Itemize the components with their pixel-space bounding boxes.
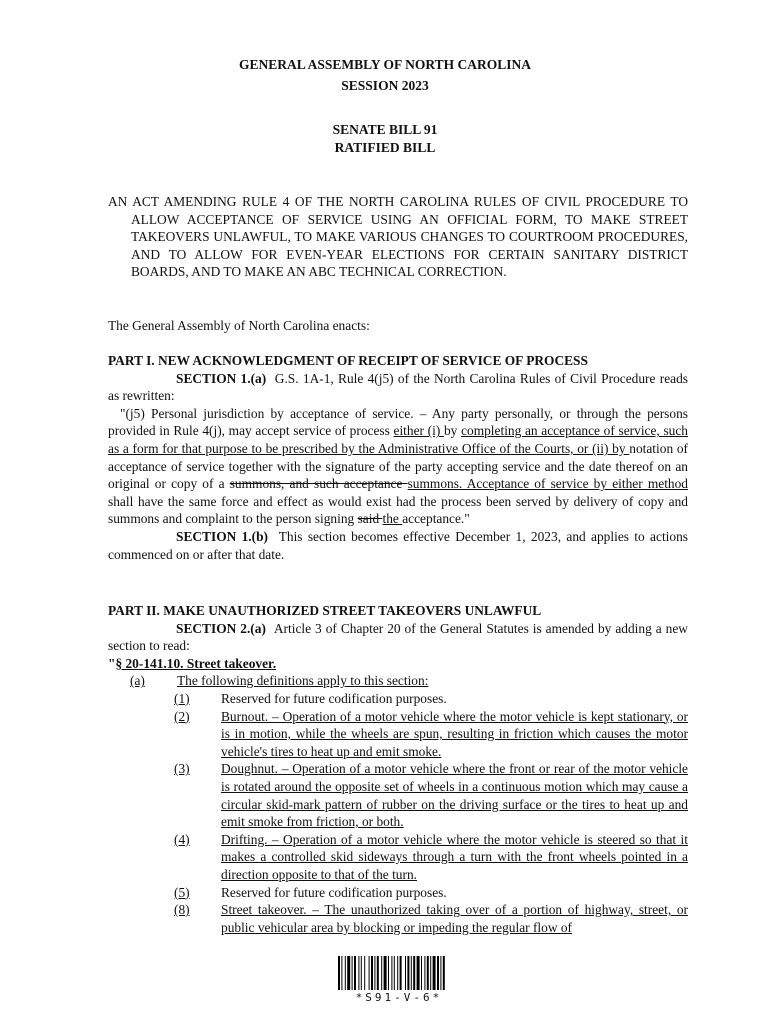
barcode-bar	[421, 956, 422, 990]
part-1-heading: PART I. NEW ACKNOWLEDGMENT OF RECEIPT OF SERVICE OF PROCESS	[108, 353, 588, 368]
barcode-bar	[381, 956, 382, 990]
barcode-bar	[443, 956, 445, 990]
inserted-text: summons. Acceptance of service by either method	[407, 476, 689, 492]
section-2a-text: Article 3 of Chapter 20 of the General Statutes is amended by adding a new section to read:	[108, 620, 688, 654]
definition-text: Street takeover. – The unauthorized taking over of a portion of highway, street, or public vehicular area by blocking or impeding the regular flow of	[221, 902, 688, 935]
section-2a-label: SECTION 2.(a)	[176, 620, 266, 636]
barcode-bar	[430, 956, 431, 990]
bill-number-heading: SENATE BILL 91	[332, 122, 438, 137]
barcode-bar	[411, 956, 412, 990]
definition-number: (3)	[174, 761, 190, 777]
barcode-bar	[374, 956, 375, 990]
section-1a	[108, 370, 688, 405]
barcode-bar	[437, 956, 439, 990]
definition-text: Doughnut. – Operation of a motor vehicle where the front or rear of the motor vehicle is rotated around the opposite set of wheels in a continuous motion which may cause a circular skid-mark pattern of rubber on the driving surface or the tires to heat up and emit smoke from friction, or both.	[221, 761, 688, 830]
definition-item	[108, 760, 688, 830]
definition-number: (5)	[174, 884, 190, 900]
barcode-bar	[388, 956, 389, 990]
barcode-text: *S91-V-6*	[355, 991, 443, 1004]
barcode-bar	[338, 956, 340, 990]
barcode-bar	[413, 956, 415, 990]
part-1	[108, 352, 688, 563]
definition-item	[108, 831, 688, 884]
rule-4j5-text: "(j5) Personal jurisdiction by acceptance of service. – Any party personally, or through the persons provided in Rule 4(j), may accept service of process either (i) by completing an acceptance of service, such as a form for that purpose to be prescribed by the Administrative Office of the Courts, or (ii) by notation of acceptance of service together with the signature of the party accepting service and the date thereof on an original or copy of a summons, and such acceptance summons. Acceptance of service by either method shall have the same force and effect as would exist had the process been served by delivery of copy and summons and complaint to the person signing said the acceptance."	[108, 405, 689, 527]
subsection-a	[108, 672, 688, 690]
definition-text: Drifting. – Operation of a motor vehicle where the motor vehicle is steered so that it makes a controlled skid sideways through a turn with the front wheels pointed in a direction opposite to that of the turn.	[221, 831, 688, 882]
barcode-bar	[369, 956, 370, 990]
barcode-bar	[433, 956, 436, 990]
part-2-heading: PART II. MAKE UNAUTHORIZED STREET TAKEOVERS UNLAWFUL	[108, 603, 542, 618]
barcode-bar	[397, 956, 398, 990]
barcode-bar	[358, 956, 359, 990]
barcode-bar	[394, 956, 395, 990]
barcode-bar	[361, 956, 362, 990]
barcode-bar	[364, 956, 365, 990]
barcode-bar	[440, 956, 441, 990]
definition-item	[108, 884, 688, 902]
barcode-bar	[371, 956, 373, 990]
act-title-text: AN ACT AMENDING RULE 4 OF THE NORTH CAROLINA RULES OF CIVIL PROCEDURE TO ALLOW ACCEPTANCE OF SERVICE USING AN OFFICIAL FORM, TO MAKE STREET TAKEOVERS UNLAWFUL, TO MAKE VARIOUS CHANGES TO COURTROOM PROCEDURES, AND TO ALLOW FOR EVEN-YEAR ELECTIONS FOR CERTAIN SANITARY DISTRICT BOARDS, AND TO MAKE AN ABC TECHNICAL CORRECTION.	[108, 194, 688, 280]
barcode-bar	[352, 956, 353, 990]
barcode-bar	[377, 956, 379, 990]
barcode	[338, 956, 460, 992]
barcode-bar	[384, 956, 387, 990]
barcode-bar	[341, 956, 342, 990]
definition-text: Reserved for future codification purposes.	[221, 884, 447, 900]
barcode-bar	[424, 956, 425, 990]
section-1a-text: G.S. 1A-1, Rule 4(j5) of the North Carolina Rules of Civil Procedure reads as rewritten:	[108, 370, 688, 404]
barcode-bar	[391, 956, 392, 990]
definitions-list	[108, 690, 688, 936]
struck-text: summons, and such acceptance	[229, 476, 408, 492]
definition-item	[108, 708, 688, 761]
subsection-a-text: The following definitions apply to this section:	[177, 673, 429, 689]
barcode-bar	[354, 956, 356, 990]
section-1b-text: This section becomes effective December 1, 2023, and applies to actions commenced on or after that date.	[108, 528, 688, 562]
definition-number: (8)	[174, 902, 190, 918]
barcode-bar	[407, 956, 409, 990]
section-1b-label: SECTION 1.(b)	[176, 528, 269, 544]
definition-number: (2)	[174, 708, 190, 724]
section-2a	[108, 620, 688, 655]
subsection-a-label: (a)	[130, 673, 145, 689]
act-title	[108, 193, 688, 281]
barcode-bar	[345, 956, 346, 990]
bill-status-heading: RATIFIED BILL	[334, 140, 436, 155]
definition-number: (4)	[174, 831, 190, 847]
session-heading: SESSION 2023	[341, 78, 429, 93]
assembly-heading: GENERAL ASSEMBLY OF NORTH CAROLINA	[238, 57, 532, 72]
enacting-clause: The General Assembly of North Carolina enacts:	[108, 318, 370, 333]
part-2	[108, 602, 688, 936]
barcode-bar	[347, 956, 350, 990]
barcode-bar	[400, 956, 402, 990]
barcode-bar	[417, 956, 420, 990]
barcode-bar	[405, 956, 406, 990]
definition-text: Reserved for future codification purposes.	[221, 690, 447, 706]
definition-number: (1)	[174, 690, 190, 706]
barcode-bar	[427, 956, 429, 990]
section-1a-label: SECTION 1.(a)	[176, 370, 267, 386]
definition-item	[108, 901, 688, 936]
definition-text: Burnout. – Operation of a motor vehicle where the motor vehicle is kept stationary, or is in motion, while the wheels are spun, resulting in friction which causes the motor vehicle's tires to heat up and emit smoke.	[221, 708, 688, 759]
new-section-title: "§ 20-141.10. Street takeover.	[108, 655, 277, 671]
definition-item	[108, 690, 688, 708]
section-1b	[108, 528, 688, 563]
